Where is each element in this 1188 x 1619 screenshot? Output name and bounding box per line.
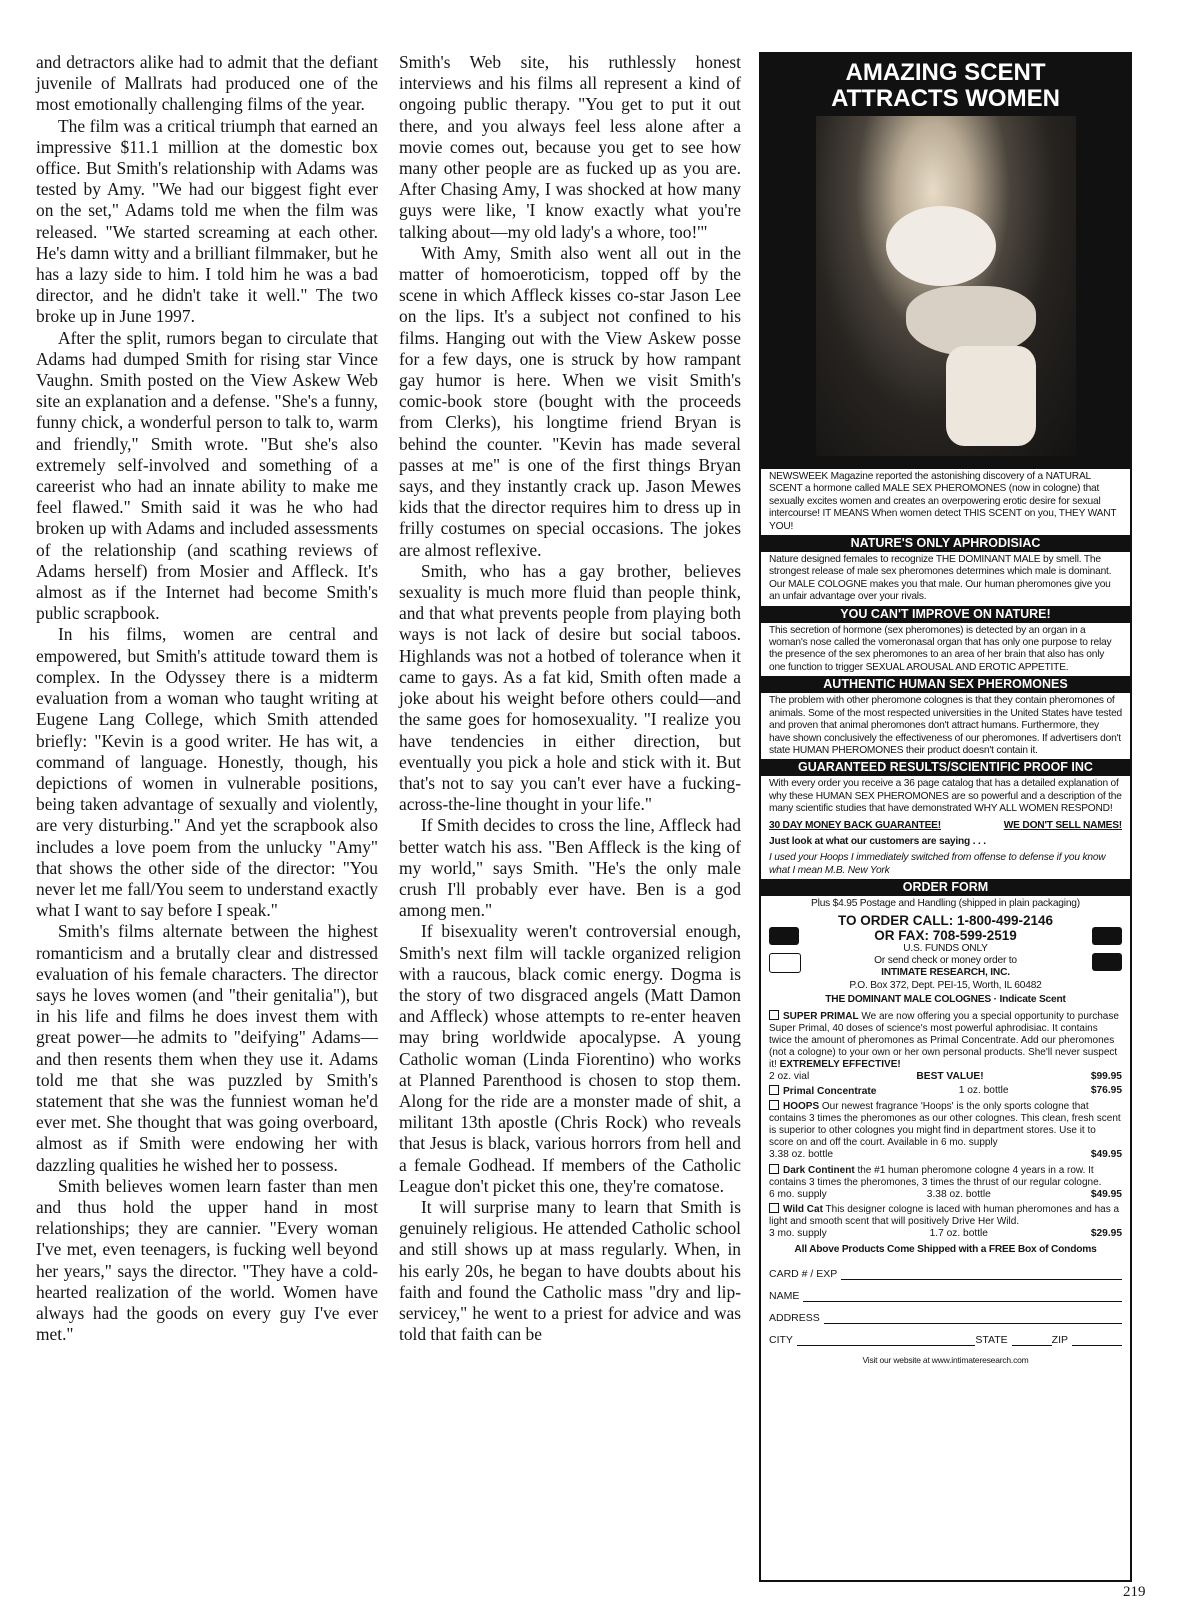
check-note: Or send check or money order to [874, 954, 1017, 966]
checkbox-icon[interactable] [769, 1010, 779, 1020]
product-size: 1.7 oz. bottle [929, 1228, 988, 1240]
order-fax: OR FAX: 708-599-2519 [874, 927, 1017, 943]
website-note: Visit our website at www.intimateresearch.com [862, 1355, 1029, 1366]
paragraph: If bisexuality weren't controversial enough, Smith's next film will tackle organized religion with a raucous, black comic energy. Dogma is the story of two disgraced angels (Matt Damon and Affleck) whose attempts to re-enter heaven may bring worldwide apocalypse. A young Catholic woman (Linda Fiorentino) who works at Planned Parenthood is chosen to stop them. Along for the ride are a monster made of shit, a militant 13th apostle (Chris Rock) who reveals that Jesus is black, various horrors from hell and a female Godhead. If members of the Catholic League don't picket this one, they're comatose. [399, 921, 741, 1196]
testimonial-heading: Just look at what our customers are saying . . . [769, 835, 986, 847]
paragraph: The film was a critical triumph that earned an impressive $11.1 million at the domestic box office. But Smith's relationship with Adams was tested by Amy. "We had our biggest fight ever on the set," Adams told me when the film was released. "We started screaming at each other. He's damn witty and a brilliant filmmaker, but he has a lazy side to him. I told him he was a bad director, and he didn't take it well." The two broke up in June 1997. [36, 115, 378, 327]
checkbox-icon[interactable] [769, 1164, 779, 1174]
ad-section-bar: AUTHENTIC HUMAN SEX PHEROMONES [761, 676, 1130, 693]
company-name: INTIMATE RESEARCH, INC. [881, 967, 1010, 979]
field-label: CITY [769, 1334, 793, 1347]
product-name: Wild Cat [783, 1204, 823, 1216]
ad-section-text: With every order you receive a 36 page catalog that has a detailed explanation of why these HUMAN SEX PHEROMONES are so powerful and a description of the many scientific studies that have demonstrated WHY ALL WOMEN RESPOND! [769, 778, 1122, 815]
product-price: $29.95 [1090, 1228, 1122, 1240]
product-name: Primal Concentrate [783, 1086, 877, 1097]
ad-intro: NEWSWEEK Magazine reported the astonishing discovery of a NATURAL SCENT a hormone called MALE SEX PHEROMONES (now in cologne) that sexually excites women and creates an overpowering erotic desire for sexual intercourse! IT MEANS When women detect THIS SCENT on you, THEY WANT YOU! [769, 471, 1117, 532]
shipping-note: Plus $4.95 Postage and Handling (shipped in plain packaging) [811, 898, 1080, 910]
ad-section-bar: YOU CAN'T IMPROVE ON NATURE! [761, 606, 1130, 623]
product-dark-continent [761, 1163, 1130, 1202]
paragraph: and detractors alike had to admit that the defiant juvenile of Mallrats had produced one of the most emotionally challenging films of the year. [36, 52, 378, 115]
product-name: HOOPS [783, 1101, 820, 1113]
product-desc: This designer cologne is laced with human pheromones and has a light and smooth scent that will positively Drive Her Wild. [769, 1204, 1120, 1228]
free-condoms-note: All Above Products Come Shipped with a FREE Box of Condoms [794, 1243, 1097, 1255]
product-wild-cat [761, 1202, 1130, 1241]
checkbox-icon[interactable] [769, 1100, 779, 1110]
field-label: STATE [975, 1334, 1008, 1347]
product-size: 1 oz. bottle [958, 1085, 1009, 1096]
article-column-1 [36, 52, 378, 1345]
visa-icon [1092, 927, 1122, 945]
discover-icon [1092, 953, 1122, 971]
ad-headline-line2: ATTRACTS WOMEN [831, 85, 1060, 112]
card-field[interactable] [769, 1268, 1122, 1280]
product-hoops [761, 1099, 1130, 1162]
product-price: $76.95 [1090, 1085, 1122, 1096]
ad-section-text: The problem with other pheromone colognes is that they contain pheromones of animals. Some of the most respected universities in the United States have tested and proven that animal pheromones don't attract humans. Furthermore, they have shown conclusively the effectiveness of our pheromones. If advertisers don't state HUMAN PHEROMONES their product doesn't contain it. [769, 695, 1123, 756]
paragraph: Smith believes women learn faster than men and thus hold the upper hand in most relationships; they are cannier. "Every woman I've met, even teenagers, is fucking well beyond her years," says the director. "They have a cold-hearted realization of the world. Women have always had the goods on every guy I've ever met." [36, 1175, 378, 1345]
paragraph: It will surprise many to learn that Smith is genuinely religious. He attended Catholic school and still shows up at mass regularly. When, in his early 20s, he began to have doubts about his faith and found the Catholic mass "dry and lip-servicey," he went to a priest for advice and was told that faith can be [399, 1196, 741, 1345]
address-field[interactable] [769, 1312, 1122, 1324]
guarantee: 30 DAY MONEY BACK GUARANTEE! [769, 819, 941, 831]
product-supply: 6 mo. supply [769, 1188, 827, 1200]
paragraph: Smith's Web site, his ruthlessly honest interviews and his films all represent a kind of ongoing public therapy. "You get to put it out there, and you always feel less alone after a movie comes out, because you get to see how many other people are as fucked up as you are. After Chasing Amy, I was shocked at how many guys were like, 'I know exactly what you're talking about—my old lady's a whore, too!'" [399, 52, 741, 242]
product-price: $99.95 [1090, 1070, 1122, 1082]
product-size: 2 oz. vial [769, 1070, 810, 1082]
city-state-zip-field[interactable] [769, 1334, 1122, 1346]
product-name: SUPER PRIMAL [783, 1010, 859, 1022]
product-price: $49.95 [1090, 1149, 1122, 1161]
testimonial: I used your Hoops I immediately switched from offense to defense if you know what I mean M.B. New York [769, 852, 1106, 876]
order-phone: TO ORDER CALL: 1-800-499-2146 [837, 912, 1054, 928]
ad-section-bar: NATURE'S ONLY APHRODISIAC [761, 535, 1130, 552]
company-address: P.O. Box 372, Dept. PEI-15, Worth, IL 60482 [849, 979, 1042, 991]
paragraph: Smith's films alternate between the highest romanticism and a brutally clear and distressed evaluation of his female characters. The director says he loves women (and "their genitalia"), but in his life and films he does invest them with great power—he admits to "deifying" Adams—and then resents them when they use it. Adams told me that she was puzzled by Smith's statement that she was the funniest woman he'd ever met. She thought that was going overboard, almost as if Smith were endowing her with dazzling qualities he wished her to possess. [36, 921, 378, 1175]
model-photo [816, 116, 1076, 456]
paragraph: Smith, who has a gay brother, believes sexuality is much more fluid than people think, and that what prevents people from playing both ways is not lack of desire but social taboos. Highlands was not a hotbed of tolerance when it came to gays. As a fat kid, Smith often made a joke about his weight before others could—and the same goes for homosexuality. "I realize you have tendencies in either direction, but eventually you pick a hole and stick with it. But that's not to say you can't ever have a fucking-across-the-line thought in your life." [399, 560, 741, 815]
paragraph: In his films, women are central and empowered, but Smith's attitude toward them is complex. In the Odyssey there is a midterm evaluation from a woman who taught writing at Eugene Lang College, which Smith attended briefly: "Kevin is a good writer. He has wit, a command of language. Honestly, though, his depictions of women in vulnerable positions, being taken advantage of sexually and violently, are very disturbing." And yet the scrapbook also includes a love poem from the unlucky "Amy" that shows the other side of the director: "You never let me fall/You seem to understand exactly what I want to say before I speak." [36, 624, 378, 921]
checkbox-icon[interactable] [769, 1085, 779, 1095]
ad-section-text: Nature designed females to recognize THE DOMINANT MALE by smell. The strongest release of male sex pheromones determines which male is dominant. Our MALE COLOGNE makes you that male. Our human pheromones give you an unfair advantage over your rivals. [769, 554, 1112, 603]
page-number: 219 [1123, 1584, 1146, 1600]
mastercard-icon [769, 927, 799, 945]
checkbox-icon[interactable] [769, 1203, 779, 1213]
ad-section-text: This secretion of hormone (sex pheromones) is detected by an organ in a woman's nose called the vomeronasal organ that has only one purpose to relay the presence of the sex pheromones to an area of her brain that also has only one function to trigger SEXUAL AROUSAL AND EROTIC APPETITE. [769, 624, 1112, 673]
product-tag: EXTREMELY EFFECTIVE! [779, 1058, 901, 1070]
product-name: Dark Continent [783, 1164, 855, 1176]
product-desc: the #1 human pheromone cologne 4 years in a row. It contains 3 times the pheromones, 3 times the thrust of our regular cologne. [769, 1164, 1102, 1188]
product-size: 3.38 oz. bottle [926, 1188, 991, 1200]
ad-headline-line1: AMAZING SCENT [845, 59, 1046, 86]
guarantee-row [761, 818, 1130, 834]
colognes-heading: THE DOMINANT MALE COLOGNES · Indicate Scent [825, 994, 1066, 1006]
no-sell-names: WE DON'T SELL NAMES! [1003, 819, 1122, 831]
ad-photo [761, 116, 1130, 469]
field-label: CARD # / EXP [769, 1268, 838, 1281]
paragraph: With Amy, Smith also went all out in the matter of homoeroticism, topped off by the scene in which Affleck kisses co-star Jason Lee on the lips. It's a subject not confined to his films. Hanging out with the View Askew posse for a few days, one is struck by how rampant gay humor is here. When we visit Smith's comic-book store (bought with the proceeds from Clerks), his longtime friend Bryan is behind the counter. "Kevin has made several passes at me" is one of the first things Bryan says, and they instantly crack up. Jason Mewes kids that the director requires him to dress up in frilly costumes on special occasions. The jokes are almost reflexive. [399, 242, 741, 560]
paragraph: If Smith decides to cross the line, Affleck had better watch his ass. "Ben Affleck is the king of my world," says Smith. "He's the only male crush I'll probably ever have. Ben is a god among men." [399, 815, 741, 921]
name-field[interactable] [769, 1290, 1122, 1302]
ad-section-bar: GUARANTEED RESULTS/SCIENTIFIC PROOF INC [761, 759, 1130, 776]
order-form-bar: ORDER FORM [761, 879, 1130, 896]
amex-icon [769, 953, 801, 973]
best-value: BEST VALUE! [916, 1070, 984, 1082]
product-supply: 3 mo. supply [769, 1228, 827, 1240]
field-label: ZIP [1051, 1334, 1068, 1347]
ad-headline [761, 54, 1130, 116]
product-desc: Our newest fragrance 'Hoops' is the only sports cologne that contains 3 times the pheromones as our other colognes. This clean, fresh scent is superior to other colognes you might find in department stores. Use it to score on and off the court. Available in 6 mo. supply [769, 1101, 1121, 1149]
product-size: 3.38 oz. bottle [769, 1149, 834, 1161]
field-label: NAME [769, 1290, 800, 1303]
article-column-2 [399, 52, 741, 1345]
paragraph: After the split, rumors began to circulate that Adams had dumped Smith for rising star Vince Vaughn. Smith posted on the View Askew Web site an explanation and a defense. "She's a funny, funny chick, a wonderful person to talk to, warm and friendly," Smith wrote. "But she's also extremely self-involved and something of a careerist who had an innate ability to make me feel flawed." Smith said it was he who had broken up with Adams and included assessments of the relationship (and scathing reviews of Adams herself) from Mosier and Affleck. It's almost as if the Internet had become Smith's public scrapbook. [36, 327, 378, 624]
funds-note: U.S. FUNDS ONLY [903, 942, 988, 954]
product-price: $49.95 [1090, 1188, 1122, 1200]
product-super-primal [761, 1009, 1130, 1084]
product-primal-concentrate [761, 1084, 1130, 1099]
product-desc: We are now offering you a special opportunity to purchase Super Primal, 40 doses of science's most powerful aphrodisiac. It contains twice the amount of pheromones as Primal Concentrate. Add our pheromones (not a cologne) to your own or her own personal products. She'll never suspect it! [769, 1010, 1119, 1070]
advertisement [759, 52, 1132, 1582]
field-label: ADDRESS [769, 1312, 820, 1325]
